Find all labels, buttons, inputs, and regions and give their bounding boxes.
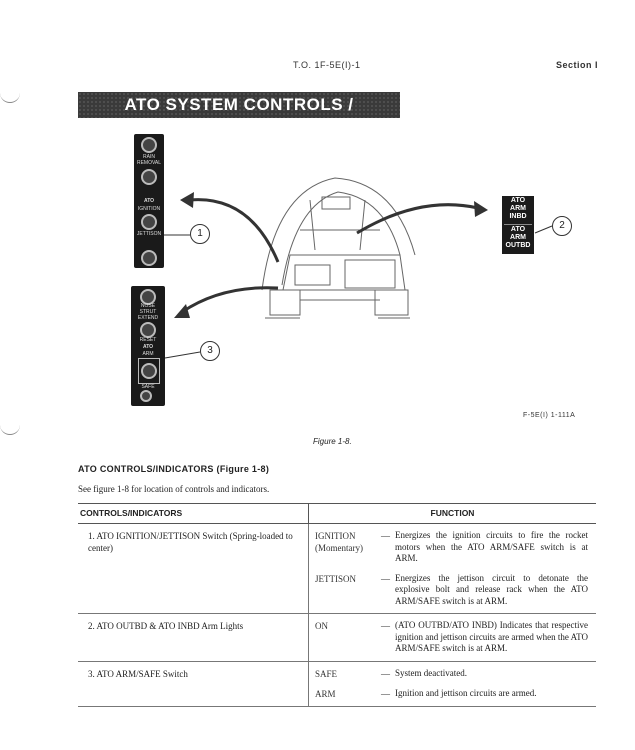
function-cell [309, 524, 597, 614]
col-header-controls: CONTROLS/INDICATORS [78, 504, 309, 524]
table-row [78, 661, 596, 706]
ignition-jettison-switch [141, 214, 157, 230]
function-entry: SAFE — System deactivated. [315, 668, 596, 680]
arm-safe-switch [141, 363, 157, 379]
control-name: 1. ATO IGNITION/JETTISON Switch (Spring-loaded to center) [78, 524, 309, 614]
col-header-function: FUNCTION [309, 504, 597, 524]
section-intro: See figure 1-8 for location of controls and indicators. [78, 484, 270, 494]
function-entry: JETTISON — Energizes the jettison circuit to detonate the explosive bolt and release rack when the ATO ARM/SAFE switch is at ARM. [315, 573, 596, 608]
figure-banner: ATO SYSTEM CONTROLS / INDICATORS [78, 92, 400, 118]
nose-strut-label: NOSE STRUT EXTEND [137, 303, 159, 321]
rain-removal-knob [141, 169, 157, 185]
table-header-row [78, 504, 596, 524]
ato-arm-lights [502, 196, 534, 254]
function-desc: (ATO OUTBD/ATO INBD) Indicates that respective ignition and jettison circuits are armed when the ATO ARM/SAFE switch is at ARM. [395, 620, 588, 653]
doc-number: T.O. 1F-5E(I)-1 [293, 60, 361, 70]
ato-arm-outbd-light: ATO ARM OUTBD [505, 226, 531, 249]
rain-removal-label: RAIN REMOVAL [136, 154, 162, 166]
callout-3: 3 [200, 341, 220, 361]
ignition-jettison-panel [134, 134, 164, 268]
arm-label: ARM [142, 351, 154, 357]
table-row [78, 614, 596, 662]
function-mode: JETTISON [315, 573, 356, 584]
screw-icon [141, 137, 157, 153]
jettison-label: JETTISON [136, 231, 162, 237]
screw-icon [140, 390, 152, 402]
reset-label: RESET [139, 337, 157, 343]
function-desc: System deactivated. [395, 667, 467, 678]
function-desc: Ignition and jettison circuits are armed. [395, 687, 537, 698]
function-mode: ARM [315, 688, 336, 699]
screw-icon [141, 250, 157, 266]
arm-safe-panel [131, 286, 165, 406]
arm-safe-guard [138, 358, 160, 384]
controls-table [78, 503, 596, 707]
figure-caption: Figure 1-8. [313, 437, 352, 446]
function-desc: Energizes the ignition circuits to fire the rocket motors when the ATO ARM/SAFE switch is at ARM. [395, 530, 588, 563]
ato-label: ATO [142, 344, 154, 350]
function-desc: Energizes the jettison circuit to detonate the explosive bolt and release rack when the ATO ARM/SAFE switch is at ARM. [395, 572, 588, 606]
callout-2: 2 [552, 216, 572, 236]
ignition-label: IGNITION [137, 206, 161, 212]
function-mode: ON [315, 621, 328, 631]
function-entry: IGNITION (Momentary) — Energizes the ignition circuits to fire the rocket motors when the ATO ARM/SAFE switch is at ARM. [315, 530, 596, 565]
table-row [78, 524, 596, 614]
function-mode: IGNITION (Momentary) [315, 531, 363, 553]
function-entry: ON — (ATO OUTBD/ATO INBD) Indicates that respective ignition and jettison circuits are armed when the ATO ARM/SAFE switch is at ARM. [315, 620, 596, 655]
section-label: Section I [556, 60, 599, 70]
control-name: 2. ATO OUTBD & ATO INBD Arm Lights [78, 614, 309, 662]
ato-arm-inbd-light: ATO ARM INBD [509, 197, 527, 220]
section-title: ATO CONTROLS/INDICATORS (Figure 1-8) [78, 464, 270, 474]
callout-1: 1 [190, 224, 210, 244]
ato-label: ATO [143, 198, 155, 204]
nose-strut-knob [140, 322, 156, 338]
cockpit-sketch [262, 178, 415, 318]
function-mode: SAFE [315, 668, 338, 679]
function-cell [309, 614, 597, 662]
margin-mark [0, 424, 20, 435]
function-cell [309, 661, 597, 706]
function-entry: ARM — Ignition and jettison circuits are armed. [315, 688, 596, 700]
control-name: 3. ATO ARM/SAFE Switch [78, 661, 309, 706]
safe-label: SAFE [141, 384, 155, 390]
figure-ref-code: F-5E(I) 1-111A [523, 412, 576, 419]
